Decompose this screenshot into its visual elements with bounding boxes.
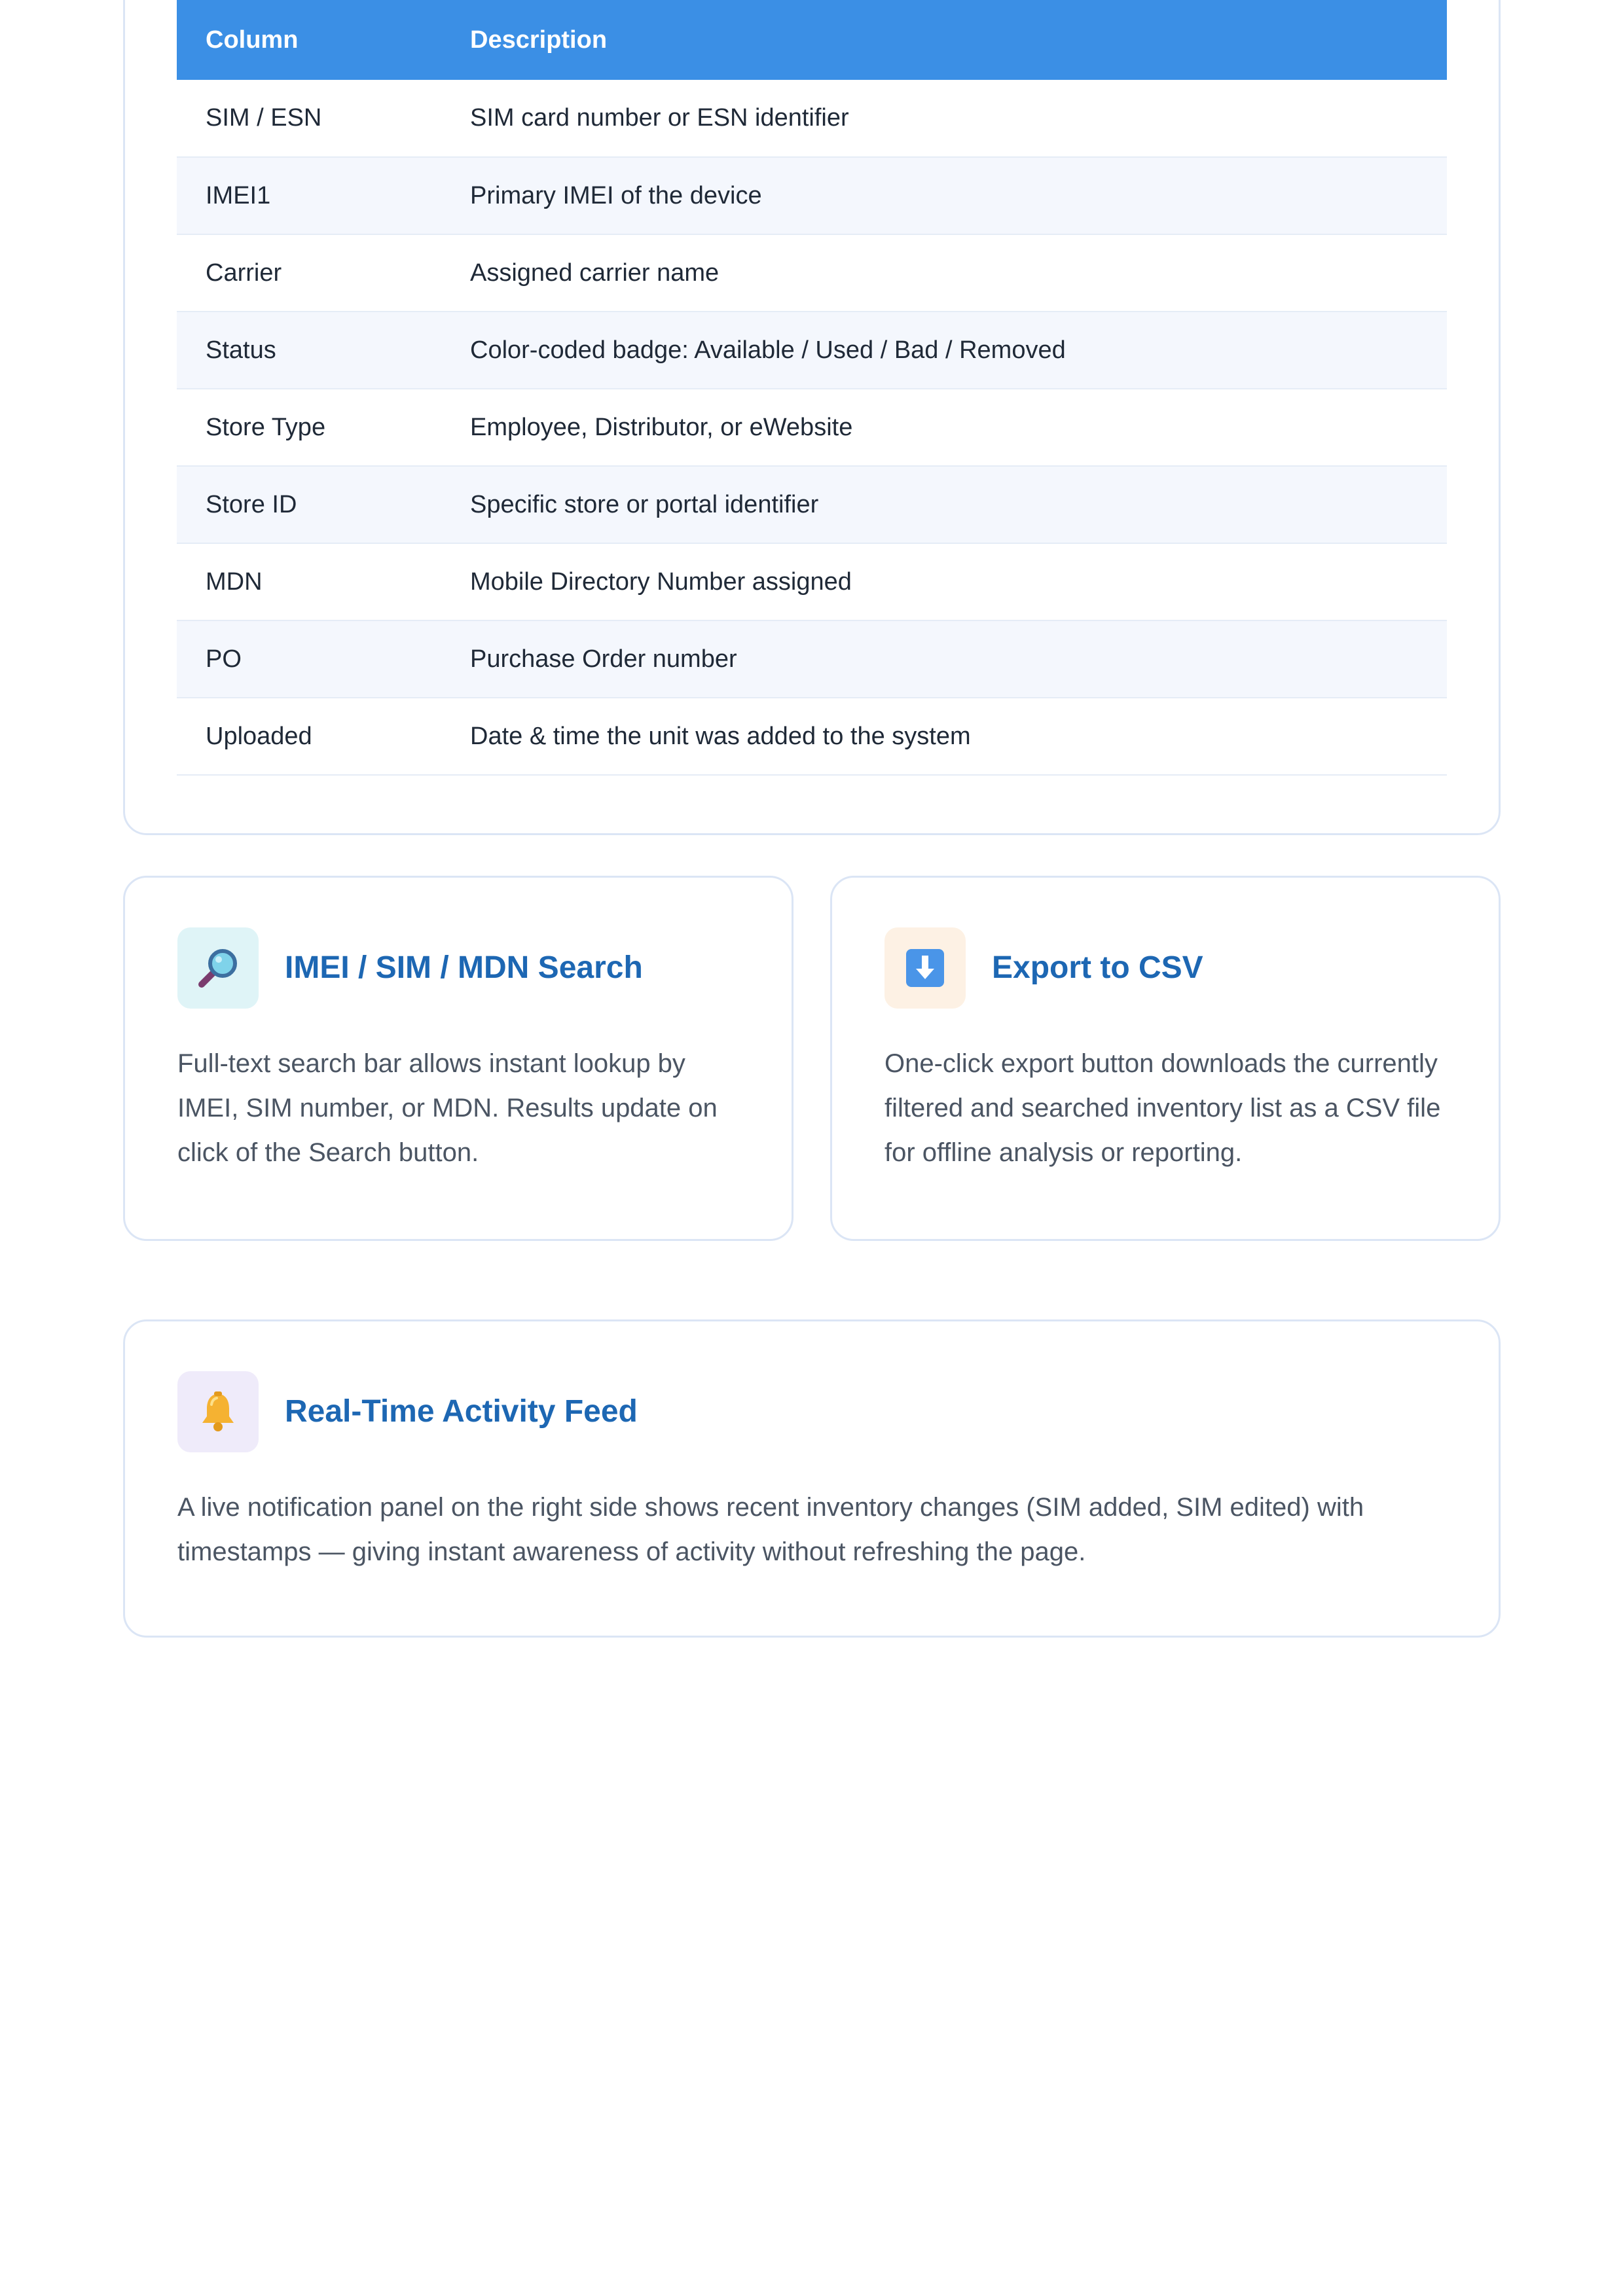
row-description: Purchase Order number: [441, 620, 1447, 698]
search-feature-card: [123, 876, 793, 1241]
table-row: [177, 389, 1447, 466]
export-icon-box: [884, 927, 966, 1009]
feed-feature-title: Real-Time Activity Feed: [285, 1394, 638, 1429]
row-column-name: SIM / ESN: [177, 80, 441, 157]
row-description: Employee, Distributor, or eWebsite: [441, 389, 1447, 466]
row-description: Assigned carrier name: [441, 234, 1447, 312]
table-row: [177, 312, 1447, 389]
row-column-name: IMEI1: [177, 157, 441, 234]
table-row: [177, 157, 1447, 234]
down-arrow-icon: [905, 948, 945, 988]
table-row: [177, 466, 1447, 543]
row-column-name: Status: [177, 312, 441, 389]
table-row: [177, 620, 1447, 698]
search-feature-title: IMEI / SIM / MDN Search: [285, 950, 643, 985]
row-column-name: PO: [177, 620, 441, 698]
export-feature-card: [830, 876, 1501, 1241]
magnifying-glass-icon: [195, 945, 241, 991]
column-header-description: Description: [441, 0, 1447, 80]
row-column-name: Store ID: [177, 466, 441, 543]
column-header-column: Column: [177, 0, 441, 80]
export-feature-title: Export to CSV: [992, 950, 1203, 985]
row-column-name: Carrier: [177, 234, 441, 312]
feed-feature-description: A live notification panel on the right side shows recent inventory changes (SIM added, SIM edited) with timestamps — giving instant awareness of activity without refreshing the page.: [177, 1493, 1364, 1566]
activity-feed-feature-card: [123, 1319, 1501, 1638]
row-description: Color-coded badge: Available / Used / Bad / Removed: [441, 312, 1447, 389]
row-description: Date & time the unit was added to the system: [441, 698, 1447, 775]
row-description: Primary IMEI of the device: [441, 157, 1447, 234]
table-header-row: [177, 0, 1447, 80]
column-reference-table: [177, 0, 1447, 776]
table-row: [177, 543, 1447, 620]
feed-icon-box: [177, 1371, 259, 1452]
table-row: [177, 80, 1447, 157]
export-feature-description: One-click export button downloads the currently filtered and searched inventory list as a CSV file for offline analysis or reporting.: [884, 1049, 1441, 1167]
table-row: [177, 234, 1447, 312]
row-column-name: MDN: [177, 543, 441, 620]
search-feature-description: Full-text search bar allows instant lookup by IMEI, SIM number, or MDN. Results update on click of the Search button.: [177, 1049, 718, 1167]
bell-icon: [196, 1390, 240, 1433]
row-column-name: Store Type: [177, 389, 441, 466]
table-row: [177, 698, 1447, 775]
row-description: SIM card number or ESN identifier: [441, 80, 1447, 157]
row-column-name: Uploaded: [177, 698, 441, 775]
search-icon-box: [177, 927, 259, 1009]
row-description: Specific store or portal identifier: [441, 466, 1447, 543]
row-description: Mobile Directory Number assigned: [441, 543, 1447, 620]
